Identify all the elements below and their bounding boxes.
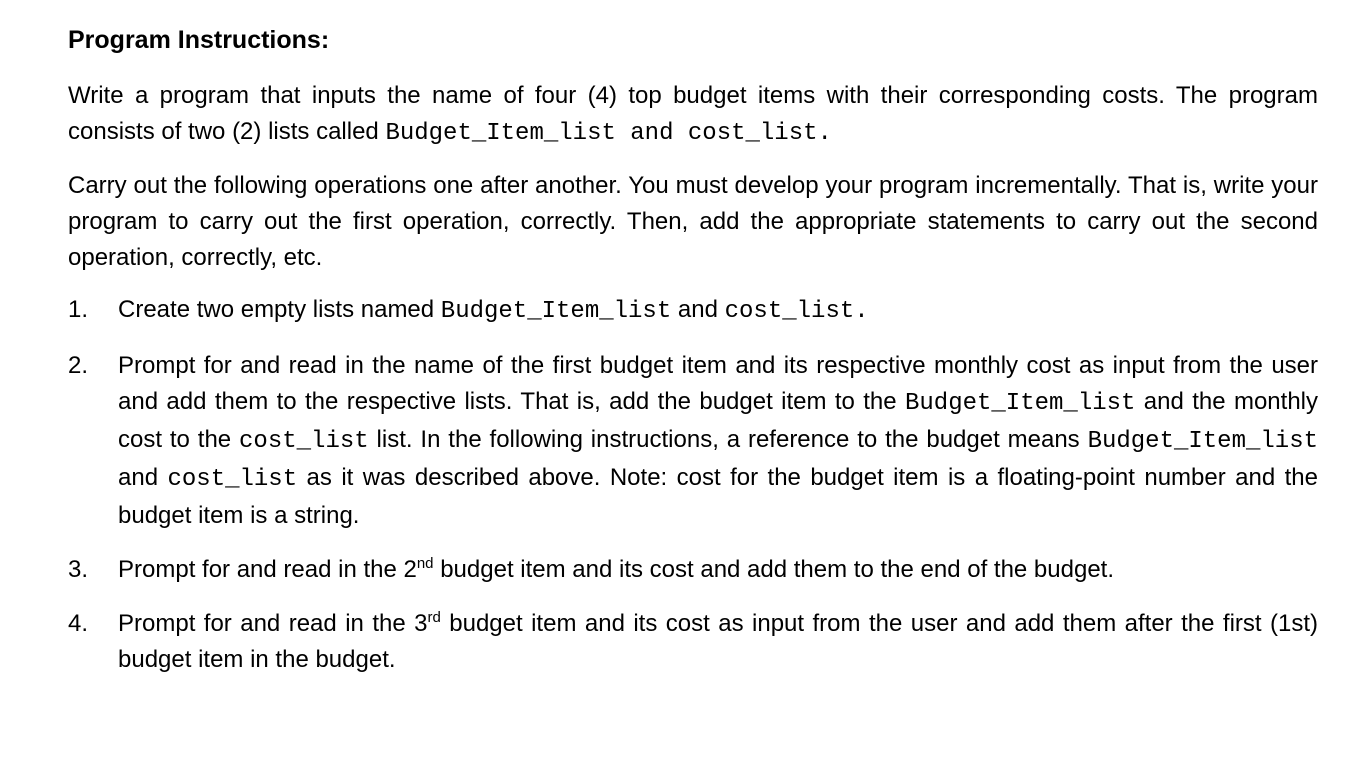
code-term: cost_list. bbox=[724, 298, 869, 325]
item-text: as it was described above. Note: cost for the budget item is a floating-point number and the budget item is a string. bbox=[118, 464, 1318, 529]
item-text: budget item and its cost and add them to the end of the budget. bbox=[433, 556, 1115, 583]
item-number: 1. bbox=[68, 296, 89, 323]
item-text: Prompt for and read in the 3 bbox=[118, 610, 428, 637]
item-text: and the monthly cost to the bbox=[118, 388, 1318, 453]
item-text: Prompt for and read in the name of the first budget item and its respective monthly cost as input from the user and add them to the respective lists. That is, add the budget item to the bbox=[118, 352, 1318, 415]
ordinal-suffix: nd bbox=[416, 555, 434, 572]
intro-code: Budget_Item_list and cost_list. bbox=[385, 120, 832, 147]
item-text: list. In the following instructions, a reference to the budget means bbox=[368, 426, 1088, 453]
list-item bbox=[68, 348, 1318, 534]
list-item bbox=[68, 606, 1318, 678]
item-text: budget item and its cost as input from the user and add them after the first (1st) budget item in the budget. bbox=[118, 610, 1318, 673]
item-text: and bbox=[118, 464, 168, 491]
code-term: Budget_Item_list bbox=[1087, 428, 1318, 455]
item-number: 4. bbox=[68, 610, 89, 637]
item-number: 2. bbox=[68, 352, 89, 379]
document-page bbox=[68, 22, 1318, 696]
instruction-list bbox=[68, 292, 1318, 678]
item-text: and bbox=[671, 296, 725, 323]
intro-text: Write a program that inputs the name of four (4) top budget items with their corresponding costs. The program consists of two (2) lists called bbox=[68, 82, 1318, 145]
list-item bbox=[68, 552, 1318, 588]
item-number: 3. bbox=[68, 556, 89, 583]
code-term: cost_list bbox=[167, 466, 298, 493]
intro-paragraph bbox=[68, 78, 1318, 152]
item-text: Prompt for and read in the 2 bbox=[118, 556, 417, 583]
item-text: Create two empty lists named bbox=[118, 296, 441, 323]
ordinal-suffix: rd bbox=[427, 609, 441, 626]
code-term: Budget_Item_list bbox=[904, 390, 1136, 417]
code-term: cost_list bbox=[239, 428, 369, 455]
list-item bbox=[68, 292, 1318, 330]
process-paragraph: Carry out the following operations one after another. You must develop your program incrementally. That is, write your program to carry out the first operation, correctly. Then, add the appropriate statements to carry out the second operation, correctly, etc. bbox=[68, 172, 1318, 271]
code-term: Budget_Item_list bbox=[440, 298, 672, 325]
section-heading: Program Instructions: bbox=[68, 26, 330, 54]
